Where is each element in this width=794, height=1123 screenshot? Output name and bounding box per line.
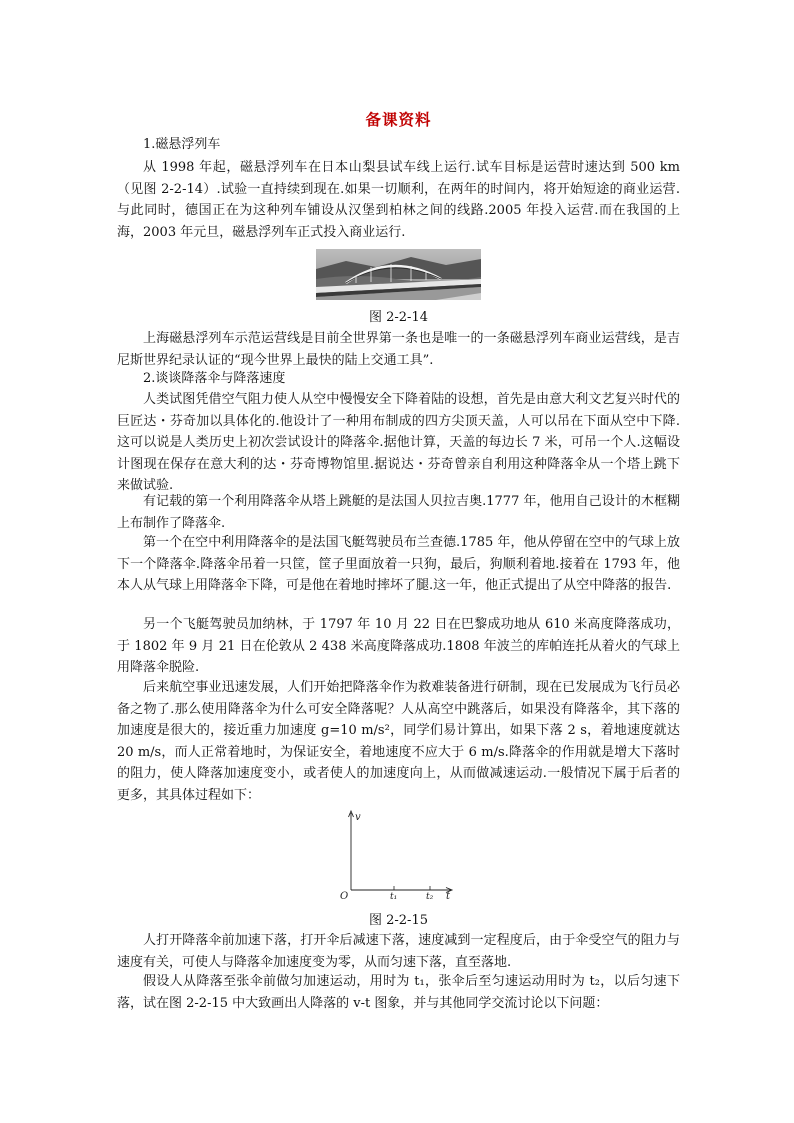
section-2-paragraph-1: 人类试图凭借空气阻力使人从空中慢慢安全下降着陆的设想，首先是由意大利文艺复兴时代的巨匠达・芬奇加以具体化的.他设计了一种用布制成的四方尖顶天盖，人可以吊在下面从空中下降.这可以说是人类历史上初次尝试设计的降落伞.据他计算，天盖的每边长 7 米，可吊一个人.这幅设计图现在保存在意大利的达・芬奇博物馆里.据说达・芬奇曾亲自利用这种降落伞从一个塔上跳下来做试验.: [117, 392, 680, 493]
t1-label: t₁: [390, 892, 398, 900]
section-1-paragraph-1: 从 1998 年起，磁悬浮列车在日本山梨县试车线上运行.试车目标是运营时速达到 500 km（见图 2-2-14）.试验一直持续到现在.如果一切顺利，在两年的时间内，将开始短途的商业运营.与此同时，德国正在为这种列车铺设从汉堡到柏林之间的线路.2005 年投入运营.而在我国的上海，2003 年元旦，磁悬浮列车正式投入商业运行.: [117, 160, 680, 240]
section-2-paragraph-3: 第一个在空中利用降落伞的是法国飞艇驾驶员布兰查德.1785 年，他从停留在空中的气球上放下一个降落伞.降落伞吊着一只筐，筐子里面放着一只狗，最后，狗顺利着地.接着在 1793 年，他本人从气球上用降落伞下降，可是他在着地时摔坏了腿.这一年，他正式提出了从空中降落的报告.: [117, 535, 680, 593]
section-2-paragraph-2: 有记载的第一个利用降落伞从塔上跳艇的是法国人贝拉吉奥.1777 年，他用自己设计的木框糊上布制作了降落伞.: [117, 494, 680, 531]
figure-1-caption: 图 2-2-14: [368, 310, 428, 325]
section-1-heading: 1.磁悬浮列车: [143, 137, 221, 152]
section-2-paragraph-4: 另一个飞艇驾驶员加纳林，于 1797 年 10 月 22 日在巴黎成功地从 610 米高度降落成功，于 1802 年 9 月 21 日在伦敦从 2 438 米高度降落成功.1808 年波兰的库帕连托从着火的气球上用降落伞脱险.: [117, 617, 680, 675]
page-title: 备课资料: [365, 110, 432, 129]
section-2-paragraph-5: 后来航空事业迅速发展，人们开始把降落伞作为救难装备进行研制，现在已发展成为飞行员必备之物了.那么使用降落伞为什么可安全降落呢？人从高空中跳落后，如果没有降落伞，其下落的加速度是很大的，接近重力加速度 g=10 m/s²，同学们易计算出，如果下落 2 s，着地速度就达 20 m/s，而人正常着地时，为保证安全，着地速度不应大于 6 m/s.降落伞的作用就是增大下落时的阻力，使人降落加速度变小，或者使人的加速度向上，从而做减速运动.一般情况下属于后者的更多，其具体过程如下：: [117, 680, 680, 803]
maglev-photo: [316, 249, 481, 304]
section-2-paragraph-6: 人打开降落伞前加速下落，打开伞后减速下落，速度减到一定程度后，由于伞受空气的阻力与速度有关，可使人与降落伞加速度变为零，从而匀速下落，直至落地.: [117, 933, 680, 970]
section-2-heading: 2.谈谈降落伞与降落速度: [143, 371, 286, 386]
section-1-paragraph-2: 上海磁悬浮列车示范运营线是目前全世界第一条也是唯一的一条磁悬浮列车商业运营线，是吉尼斯世界纪录认证的“现今世界上最快的陆上交通工具”.: [117, 331, 680, 368]
x-axis-label: t: [446, 891, 451, 900]
figure-2-caption: 图 2-2-15: [368, 913, 428, 928]
t2-label: t₂: [426, 892, 434, 900]
vt-graph: [338, 808, 458, 904]
y-axis-label: v: [355, 812, 361, 823]
section-2-paragraph-7: 假设人从降落至张伞前做匀加速运动，用时为 t₁，张伞后至匀速运动用时为 t₂，以后匀速下落，试在图 2-2-15 中大致画出人降落的 v-t 图象，并与其他同学交流讨论以下问题：: [117, 974, 680, 1011]
origin-label: O: [340, 891, 349, 900]
